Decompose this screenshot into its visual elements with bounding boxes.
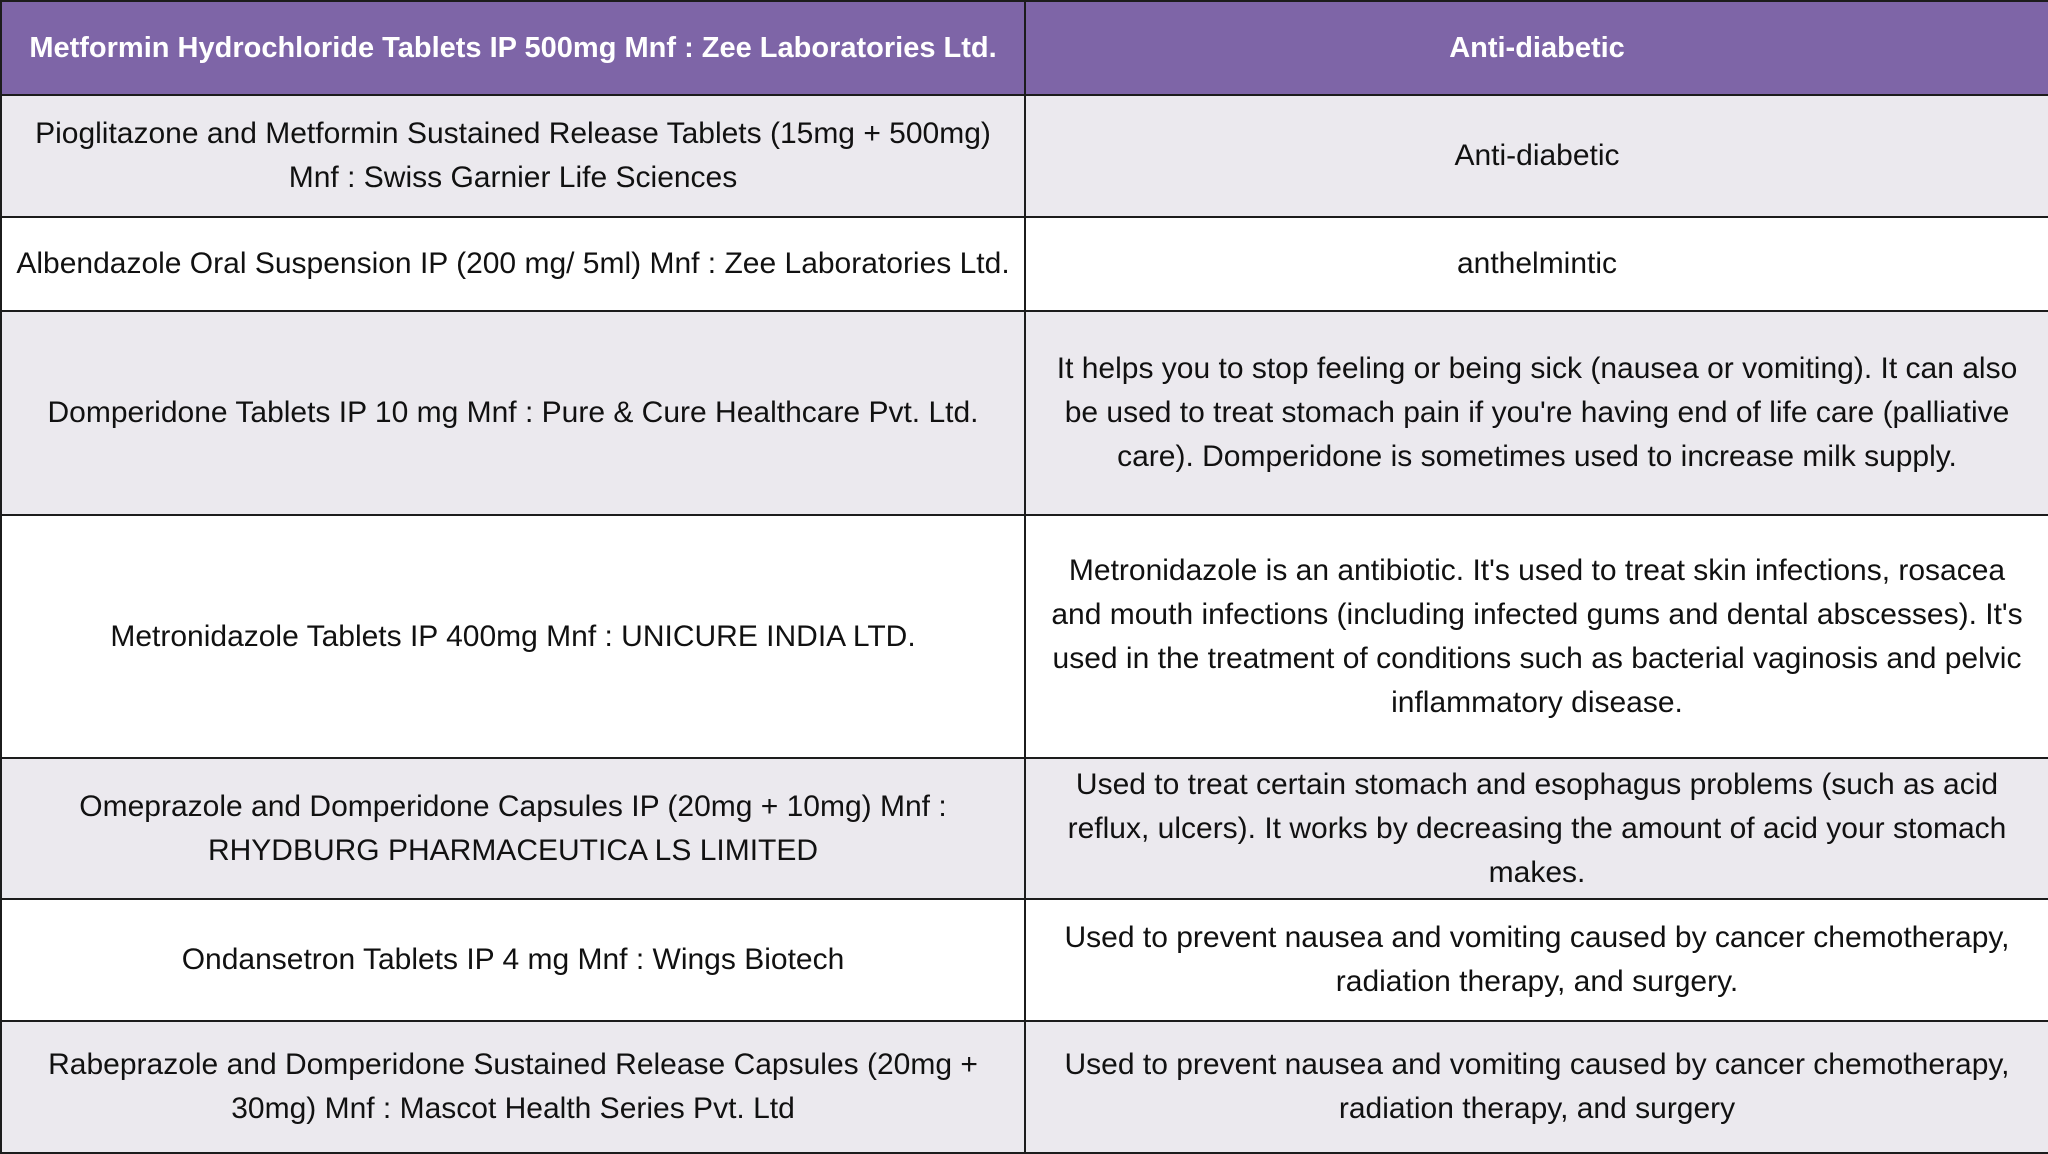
use-cell: Used to treat certain stomach and esophagus problems (such as acid reflux, ulcers). It works by decreasing the amount of acid your stomach makes. — [1025, 758, 2048, 899]
medicine-cell: Domperidone Tablets IP 10 mg Mnf : Pure & Cure Healthcare Pvt. Ltd. — [1, 311, 1025, 515]
medicine-cell: Omeprazole and Domperidone Capsules IP (20mg + 10mg) Mnf : RHYDBURG PHARMACEUTICA LS LIMITED — [1, 758, 1025, 899]
header-medicine-cell: Metformin Hydrochloride Tablets IP 500mg Mnf : Zee Laboratories Ltd. — [1, 1, 1025, 95]
table-row — [1, 311, 2048, 515]
table-row — [1, 95, 2048, 217]
header-use-cell: Anti-diabetic — [1025, 1, 2048, 95]
table-row — [1, 217, 2048, 311]
table-row — [1, 1021, 2048, 1153]
table-row — [1, 515, 2048, 758]
table-row — [1, 899, 2048, 1021]
table-header-row — [1, 1, 2048, 95]
medicine-cell: Metronidazole Tablets IP 400mg Mnf : UNICURE INDIA LTD. — [1, 515, 1025, 758]
use-cell: Metronidazole is an antibiotic. It's used to treat skin infections, rosacea and mouth infections (including infected gums and dental abscesses). It's used in the treatment of conditions such as bacterial vaginosis and pelvic inflammatory disease. — [1025, 515, 2048, 758]
table-row — [1, 758, 2048, 899]
medicine-cell: Pioglitazone and Metformin Sustained Release Tablets (15mg + 500mg) Mnf : Swiss Garnier Life Sciences — [1, 95, 1025, 217]
medicine-cell: Rabeprazole and Domperidone Sustained Release Capsules (20mg + 30mg) Mnf : Mascot Health Series Pvt. Ltd — [1, 1021, 1025, 1153]
use-cell: anthelmintic — [1025, 217, 2048, 311]
use-cell: Anti-diabetic — [1025, 95, 2048, 217]
use-cell: Used to prevent nausea and vomiting caused by cancer chemotherapy, radiation therapy, and surgery — [1025, 1021, 2048, 1153]
use-cell: It helps you to stop feeling or being sick (nausea or vomiting). It can also be used to treat stomach pain if you're having end of life care (palliative care). Domperidone is sometimes used to increase milk supply. — [1025, 311, 2048, 515]
medicine-cell: Ondansetron Tablets IP 4 mg Mnf : Wings Biotech — [1, 899, 1025, 1021]
medicine-cell: Albendazole Oral Suspension IP (200 mg/ 5ml) Mnf : Zee Laboratories Ltd. — [1, 217, 1025, 311]
use-cell: Used to prevent nausea and vomiting caused by cancer chemotherapy, radiation therapy, and surgery. — [1025, 899, 2048, 1021]
